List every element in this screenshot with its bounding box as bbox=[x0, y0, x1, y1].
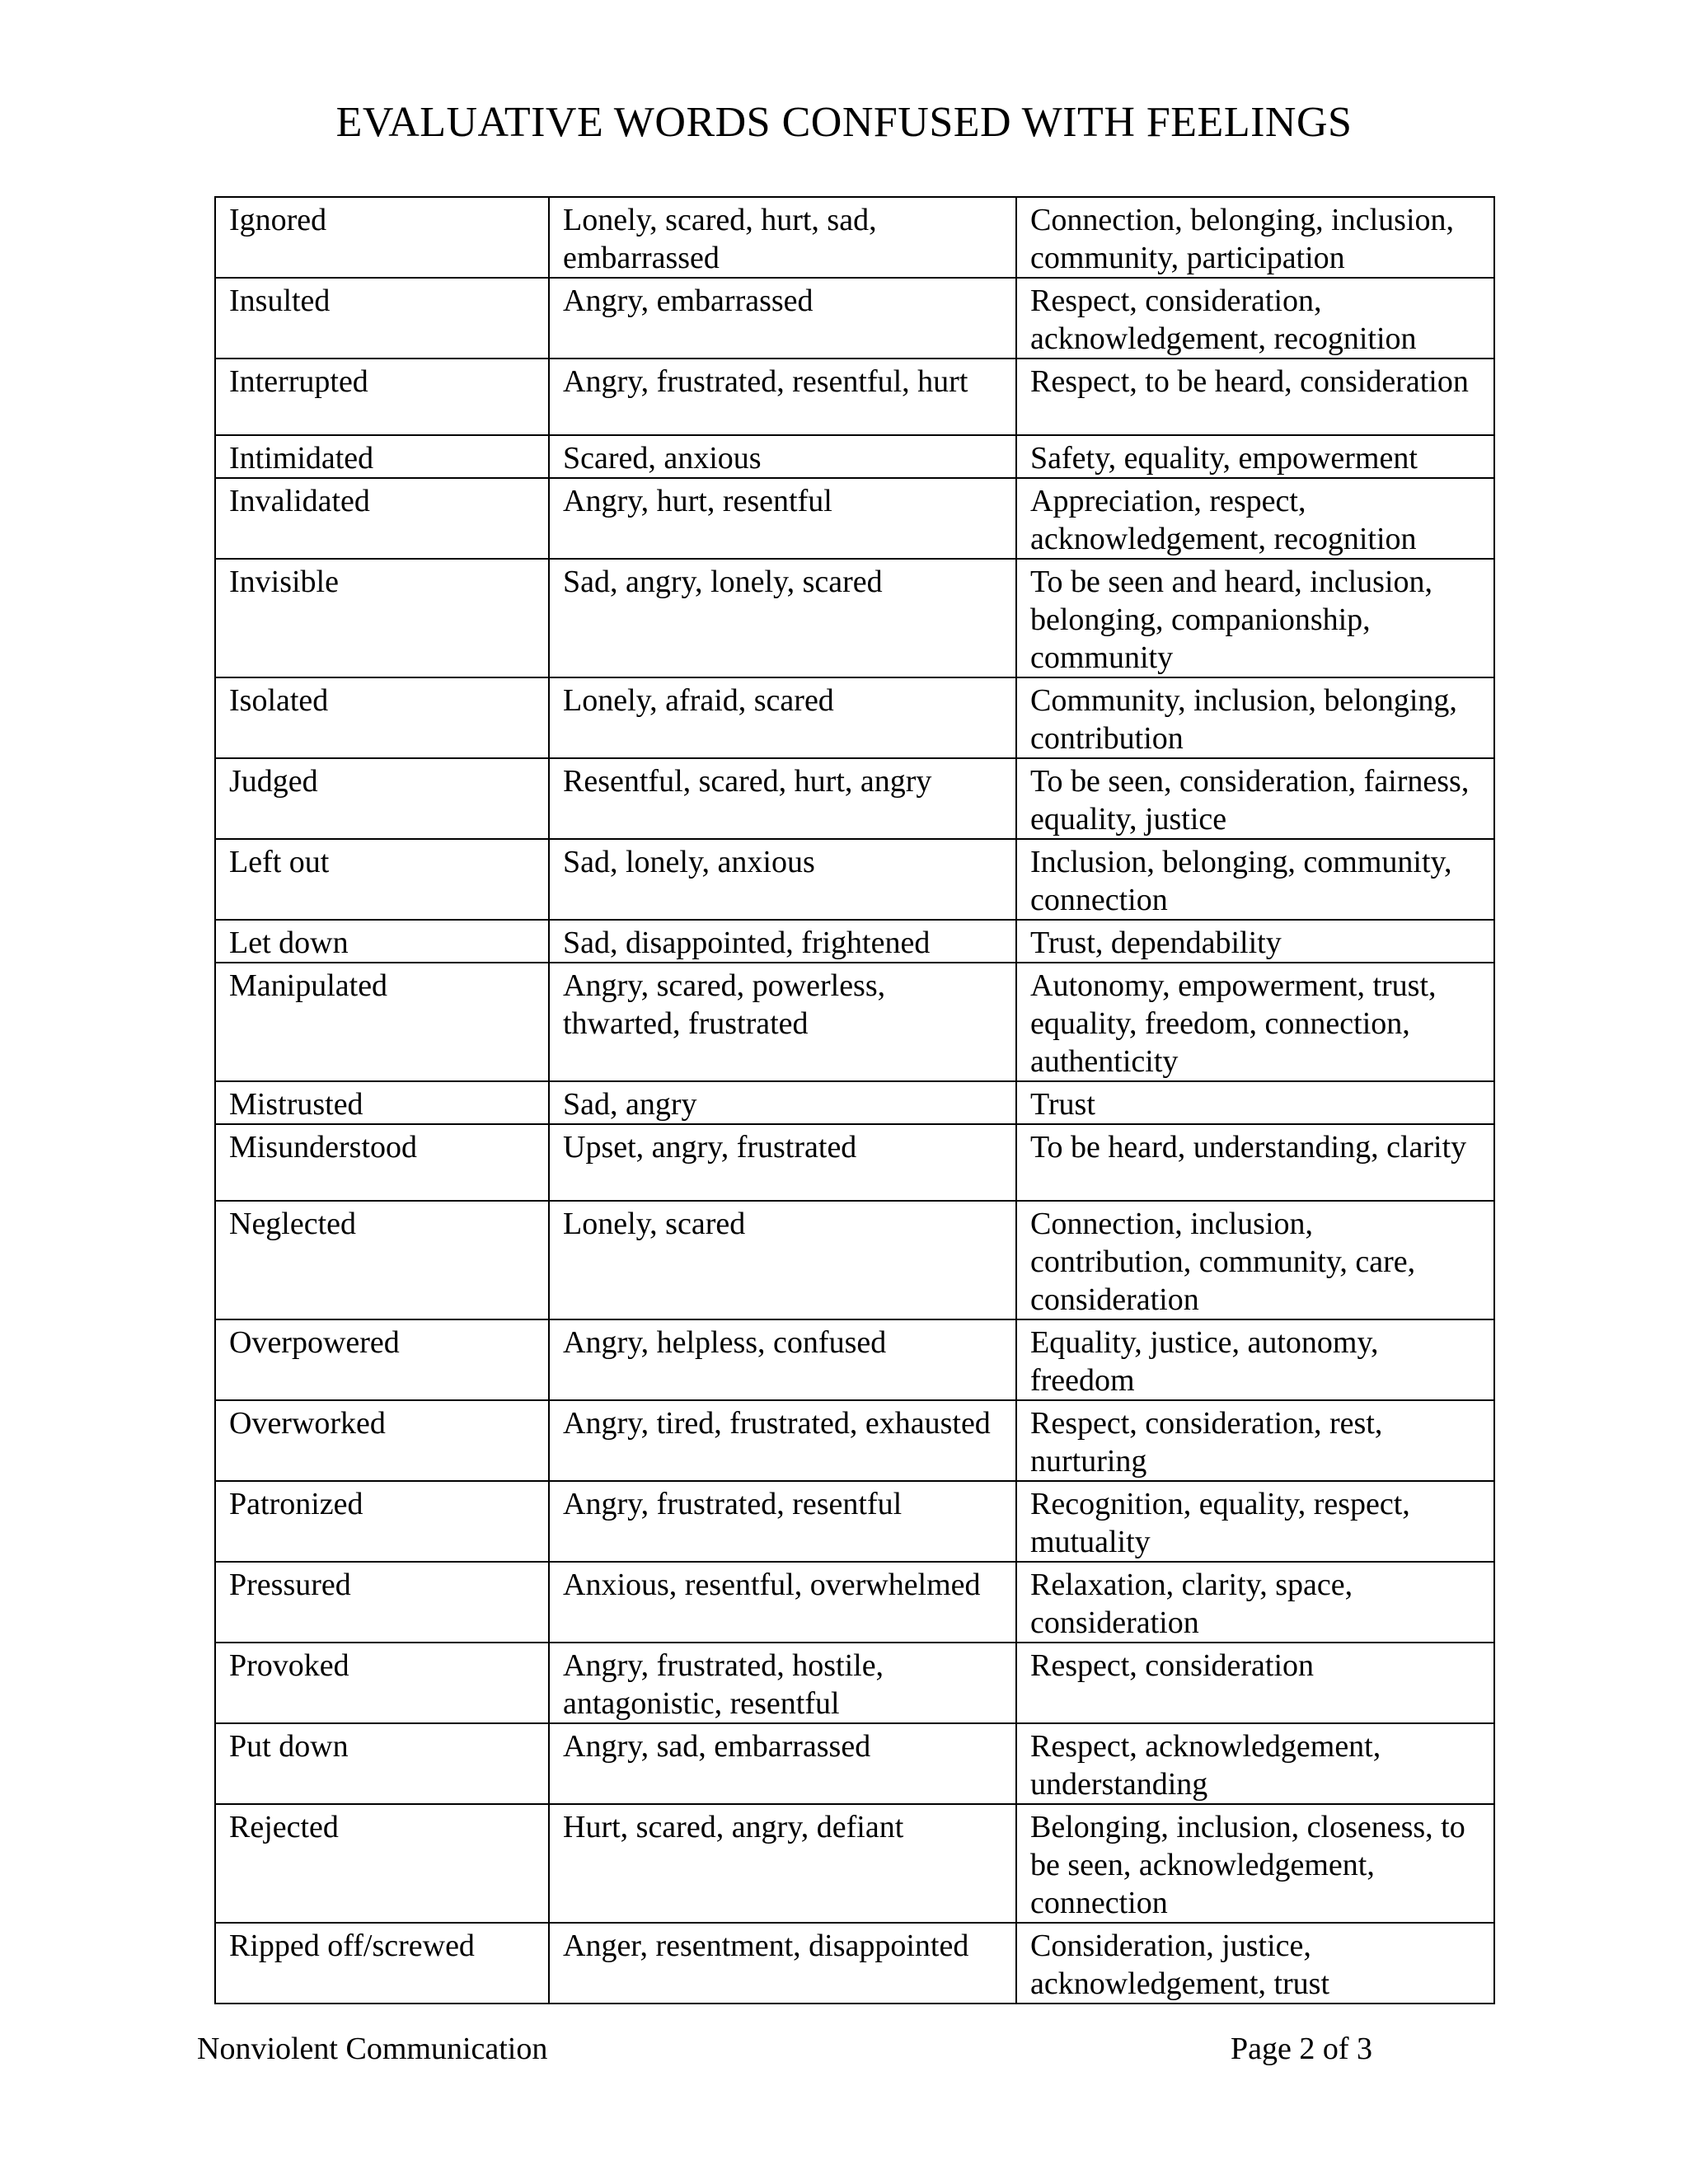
feelings-cell: Resentful, scared, hurt, angry bbox=[549, 758, 1016, 839]
needs-cell: Respect, acknowledgement, understanding bbox=[1016, 1723, 1494, 1804]
evaluative-word-cell: Pressured bbox=[215, 1562, 549, 1643]
feelings-cell: Hurt, scared, angry, defiant bbox=[549, 1804, 1016, 1923]
feelings-table-body bbox=[215, 197, 1494, 2004]
evaluative-word-cell: Mistrusted bbox=[215, 1081, 549, 1124]
table-row bbox=[215, 920, 1494, 963]
needs-cell: Connection, belonging, inclusion, community, participation bbox=[1016, 197, 1494, 278]
table-row bbox=[215, 1124, 1494, 1201]
evaluative-word-cell: Interrupted bbox=[215, 359, 549, 435]
feelings-cell: Sad, disappointed, frightened bbox=[549, 920, 1016, 963]
table-row bbox=[215, 478, 1494, 559]
table-row bbox=[215, 435, 1494, 478]
evaluative-word-cell: Overworked bbox=[215, 1400, 549, 1481]
table-row bbox=[215, 677, 1494, 758]
evaluative-word-cell: Invalidated bbox=[215, 478, 549, 559]
table-row bbox=[215, 1923, 1494, 2004]
feelings-cell: Angry, embarrassed bbox=[549, 278, 1016, 359]
table-row bbox=[215, 1081, 1494, 1124]
evaluative-word-cell: Insulted bbox=[215, 278, 549, 359]
evaluative-word-cell: Overpowered bbox=[215, 1319, 549, 1400]
footer-document-name: Nonviolent Communication bbox=[197, 2032, 548, 2066]
evaluative-word-cell: Manipulated bbox=[215, 963, 549, 1081]
evaluative-word-cell: Ripped off/screwed bbox=[215, 1923, 549, 2004]
feelings-cell: Angry, helpless, confused bbox=[549, 1319, 1016, 1400]
feelings-cell: Sad, angry bbox=[549, 1081, 1016, 1124]
needs-cell: Consideration, justice, acknowledgement, trust bbox=[1016, 1923, 1494, 2004]
feelings-cell: Angry, hurt, resentful bbox=[549, 478, 1016, 559]
evaluative-word-cell: Patronized bbox=[215, 1481, 549, 1562]
needs-cell: Respect, consideration, acknowledgement, recognition bbox=[1016, 278, 1494, 359]
feelings-cell: Angry, scared, powerless, thwarted, frustrated bbox=[549, 963, 1016, 1081]
evaluative-word-cell: Provoked bbox=[215, 1643, 549, 1723]
feelings-cell: Sad, lonely, anxious bbox=[549, 839, 1016, 920]
needs-cell: Appreciation, respect, acknowledgement, recognition bbox=[1016, 478, 1494, 559]
feelings-cell: Anxious, resentful, overwhelmed bbox=[549, 1562, 1016, 1643]
evaluative-word-cell: Put down bbox=[215, 1723, 549, 1804]
needs-cell: Autonomy, empowerment, trust, equality, freedom, connection, authenticity bbox=[1016, 963, 1494, 1081]
table-row bbox=[215, 1562, 1494, 1643]
table-row bbox=[215, 1319, 1494, 1400]
evaluative-word-cell: Rejected bbox=[215, 1804, 549, 1923]
needs-cell: To be seen, consideration, fairness, equality, justice bbox=[1016, 758, 1494, 839]
needs-cell: Safety, equality, empowerment bbox=[1016, 435, 1494, 478]
needs-cell: Respect, consideration bbox=[1016, 1643, 1494, 1723]
needs-cell: Connection, inclusion, contribution, community, care, consideration bbox=[1016, 1201, 1494, 1319]
table-row bbox=[215, 758, 1494, 839]
table-row bbox=[215, 1481, 1494, 1562]
table-row bbox=[215, 1400, 1494, 1481]
evaluative-word-cell: Misunderstood bbox=[215, 1124, 549, 1201]
needs-cell: Respect, consideration, rest, nurturing bbox=[1016, 1400, 1494, 1481]
feelings-cell: Angry, sad, embarrassed bbox=[549, 1723, 1016, 1804]
needs-cell: Relaxation, clarity, space, consideration bbox=[1016, 1562, 1494, 1643]
evaluative-word-cell: Left out bbox=[215, 839, 549, 920]
footer-page-number: Page 2 of 3 bbox=[1231, 2032, 1373, 2066]
page-title: EVALUATIVE WORDS CONFUSED WITH FEELINGS bbox=[335, 99, 1353, 146]
feelings-cell: Angry, frustrated, resentful bbox=[549, 1481, 1016, 1562]
evaluative-word-cell: Ignored bbox=[215, 197, 549, 278]
feelings-cell: Anger, resentment, disappointed bbox=[549, 1923, 1016, 2004]
feelings-cell: Angry, frustrated, resentful, hurt bbox=[549, 359, 1016, 435]
table-row bbox=[215, 197, 1494, 278]
evaluative-word-cell: Intimidated bbox=[215, 435, 549, 478]
table-row bbox=[215, 359, 1494, 435]
table-row bbox=[215, 1723, 1494, 1804]
needs-cell: Equality, justice, autonomy, freedom bbox=[1016, 1319, 1494, 1400]
table-row bbox=[215, 1804, 1494, 1923]
evaluative-word-cell: Neglected bbox=[215, 1201, 549, 1319]
table-row bbox=[215, 1201, 1494, 1319]
needs-cell: To be heard, understanding, clarity bbox=[1016, 1124, 1494, 1201]
table-row bbox=[215, 278, 1494, 359]
feelings-cell: Sad, angry, lonely, scared bbox=[549, 559, 1016, 677]
evaluative-word-cell: Isolated bbox=[215, 677, 549, 758]
table-row bbox=[215, 963, 1494, 1081]
feelings-table bbox=[214, 196, 1495, 2004]
feelings-cell: Lonely, scared bbox=[549, 1201, 1016, 1319]
feelings-cell: Scared, anxious bbox=[549, 435, 1016, 478]
table-row bbox=[215, 1643, 1494, 1723]
needs-cell: To be seen and heard, inclusion, belonging, companionship, community bbox=[1016, 559, 1494, 677]
evaluative-word-cell: Let down bbox=[215, 920, 549, 963]
needs-cell: Belonging, inclusion, closeness, to be seen, acknowledgement, connection bbox=[1016, 1804, 1494, 1923]
needs-cell: Inclusion, belonging, community, connection bbox=[1016, 839, 1494, 920]
needs-cell: Community, inclusion, belonging, contribution bbox=[1016, 677, 1494, 758]
feelings-cell: Angry, frustrated, hostile, antagonistic, resentful bbox=[549, 1643, 1016, 1723]
needs-cell: Trust, dependability bbox=[1016, 920, 1494, 963]
needs-cell: Trust bbox=[1016, 1081, 1494, 1124]
evaluative-word-cell: Invisible bbox=[215, 559, 549, 677]
feelings-cell: Angry, tired, frustrated, exhausted bbox=[549, 1400, 1016, 1481]
feelings-cell: Lonely, scared, hurt, sad, embarrassed bbox=[549, 197, 1016, 278]
feelings-cell: Lonely, afraid, scared bbox=[549, 677, 1016, 758]
evaluative-word-cell: Judged bbox=[215, 758, 549, 839]
table-row bbox=[215, 839, 1494, 920]
table-row bbox=[215, 559, 1494, 677]
needs-cell: Recognition, equality, respect, mutuality bbox=[1016, 1481, 1494, 1562]
needs-cell: Respect, to be heard, consideration bbox=[1016, 359, 1494, 435]
feelings-cell: Upset, angry, frustrated bbox=[549, 1124, 1016, 1201]
